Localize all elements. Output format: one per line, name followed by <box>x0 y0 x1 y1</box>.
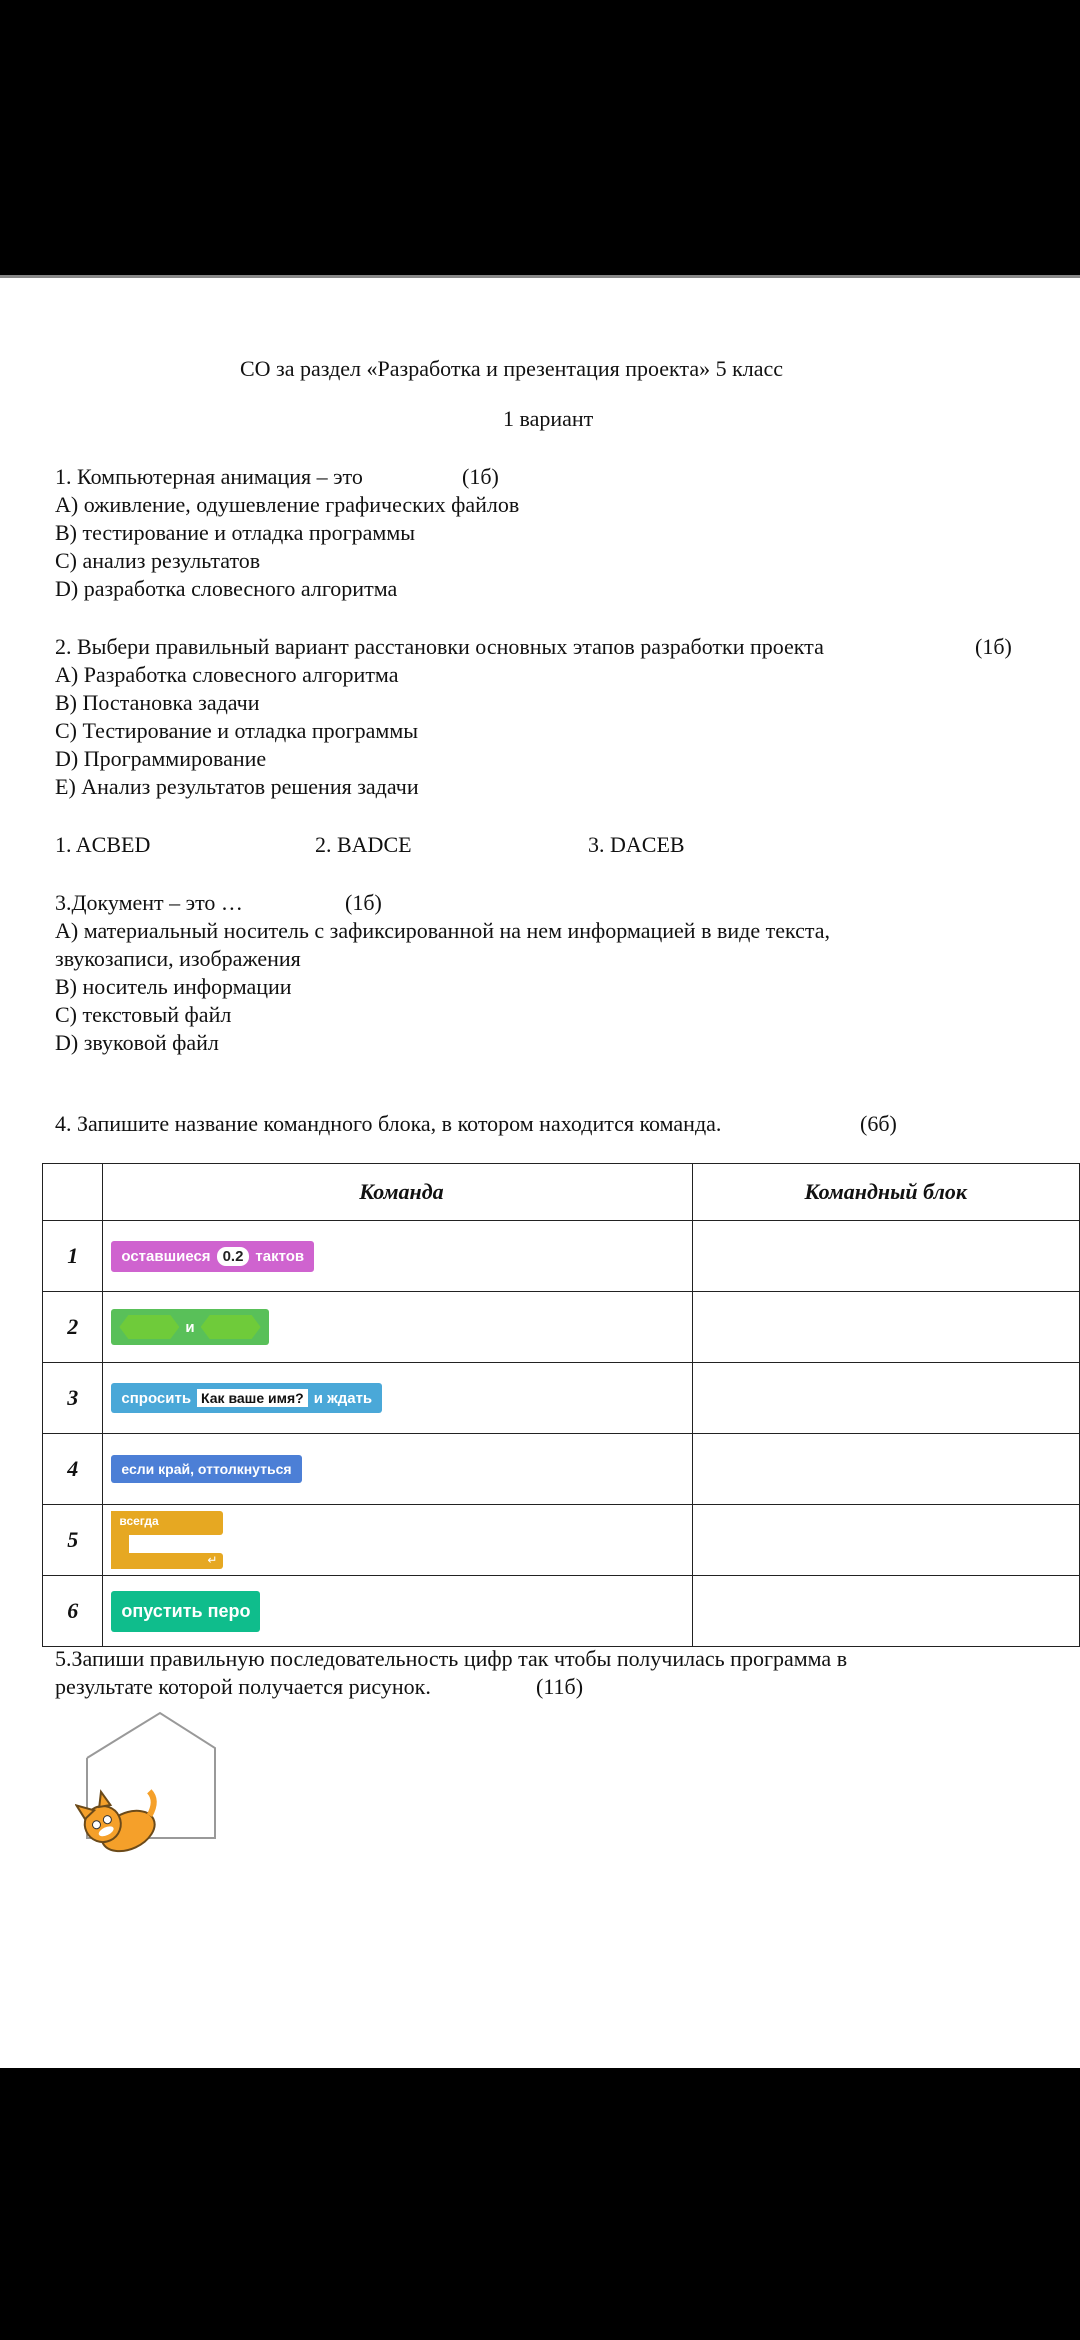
q1-option: D) разработка словесного алгоритма <box>55 576 398 601</box>
scratch-block-bounce <box>111 1455 301 1483</box>
row-number: 2 <box>43 1292 103 1363</box>
answer-cell[interactable] <box>692 1221 1079 1292</box>
q1-option: А) оживление, одушевление графических файлов <box>55 492 520 517</box>
header-block: Командный блок <box>692 1164 1079 1221</box>
loop-arrow-icon: ↵ <box>207 1553 218 1567</box>
block-value: Как ваше имя? <box>197 1389 308 1407</box>
q2-option: А) Разработка словесного алгоритма <box>55 662 399 687</box>
boolean-slot-icon <box>119 1315 179 1339</box>
header-command: Команда <box>103 1164 692 1221</box>
block-text: и ждать <box>313 1389 373 1407</box>
document-title: СО за раздел «Разработка и презентация проекта» 5 класс <box>240 356 784 381</box>
table-row <box>43 1221 1080 1292</box>
row-number: 6 <box>43 1576 103 1647</box>
block-text: и <box>185 1318 195 1336</box>
row-number: 3 <box>43 1363 103 1434</box>
q3-option: D) звуковой файл <box>55 1030 219 1055</box>
table-row <box>43 1434 1080 1505</box>
q2-answer: 2. BADCE <box>315 832 412 857</box>
q2-option: Е) Анализ результатов решения задачи <box>55 774 419 799</box>
q2-option: С) Тестирование и отладка программы <box>55 718 419 743</box>
block-text: опустить перо <box>121 1600 251 1621</box>
block-value: 0.2 <box>217 1247 250 1266</box>
q3-question: 3.Документ – это … <box>55 890 243 915</box>
command-cell <box>103 1292 692 1363</box>
row-number: 1 <box>43 1221 103 1292</box>
header-empty <box>43 1164 103 1221</box>
q3-option: звукозаписи, изображения <box>55 946 301 971</box>
q2-option: В) Постановка задачи <box>55 690 260 715</box>
table-row <box>43 1292 1080 1363</box>
row-number: 4 <box>43 1434 103 1505</box>
variant-label: 1 вариант <box>503 406 594 431</box>
q2-question: 2. Выбери правильный вариант расстановки основных этапов разработки проекта <box>55 634 824 659</box>
command-cell <box>103 1576 692 1647</box>
scratch-block-ask <box>111 1383 382 1413</box>
q2-option: D) Программирование <box>55 746 267 771</box>
q2-points: (1б) <box>975 634 1012 659</box>
scratch-block-and <box>111 1309 268 1345</box>
command-cell <box>103 1505 692 1576</box>
scratch-block-forever <box>111 1507 223 1573</box>
answer-cell[interactable] <box>692 1292 1079 1363</box>
block-text: спросить <box>121 1389 192 1407</box>
scratch-block-pen-down <box>111 1591 260 1632</box>
q4-question: 4. Запишите название командного блока, в котором находится команда. <box>55 1111 722 1136</box>
row-number: 5 <box>43 1505 103 1576</box>
command-cell <box>103 1434 692 1505</box>
q2-answer: 3. DACEB <box>588 832 685 857</box>
scratch-cat-icon <box>75 1778 170 1873</box>
q1-points: (1б) <box>462 464 499 489</box>
command-table <box>42 1163 1080 1647</box>
q1-option: В) тестирование и отладка программы <box>55 520 416 545</box>
q3-option: С) текстовый файл <box>55 1002 232 1027</box>
q5-line2: результате которой получается рисунок. <box>55 1674 431 1699</box>
block-text: оставшиеся <box>121 1247 211 1265</box>
scratch-block-timer <box>111 1241 314 1272</box>
q3-option: А) материальный носитель с зафиксированной на нем информацией в виде текста, <box>55 918 831 943</box>
block-text: всегда <box>119 1514 159 1528</box>
answer-cell[interactable] <box>692 1576 1079 1647</box>
q3-option: В) носитель информации <box>55 974 292 999</box>
q1-question: 1. Компьютерная анимация – это <box>55 464 363 489</box>
answer-cell[interactable] <box>692 1363 1079 1434</box>
command-cell <box>103 1363 692 1434</box>
table-row <box>43 1363 1080 1434</box>
block-text: если край, оттолкнуться <box>121 1461 292 1477</box>
table-row <box>43 1505 1080 1576</box>
q5-points: (11б) <box>536 1674 584 1699</box>
q1-option: С) анализ результатов <box>55 548 261 573</box>
command-cell <box>103 1221 692 1292</box>
q2-answer: 1. ACBED <box>55 832 151 857</box>
answer-cell[interactable] <box>692 1434 1079 1505</box>
q5-line1: 5.Запиши правильную последовательность цифр так чтобы получилась программа в <box>55 1646 848 1671</box>
q4-points: (6б) <box>860 1111 897 1136</box>
block-text: тактов <box>255 1247 305 1265</box>
boolean-slot-icon <box>201 1315 261 1339</box>
document-page <box>0 275 1080 2068</box>
q3-points: (1б) <box>345 890 382 915</box>
table-row <box>43 1576 1080 1647</box>
table-header-row <box>43 1164 1080 1221</box>
answer-cell[interactable] <box>692 1505 1079 1576</box>
